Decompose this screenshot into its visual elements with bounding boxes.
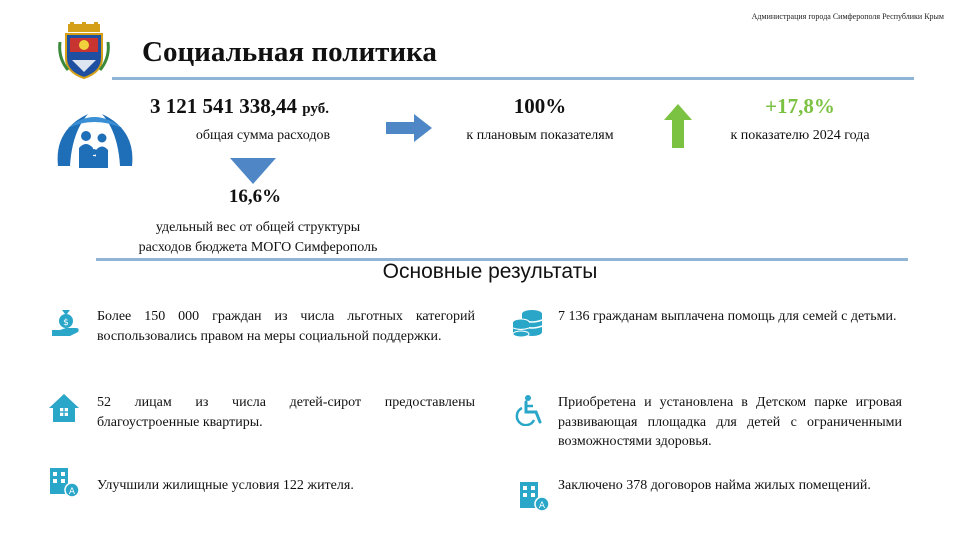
plan-caption: к плановым показателям xyxy=(466,128,614,143)
share-value: 16,6% xyxy=(228,186,282,207)
page-title: Социальная политика xyxy=(142,36,437,68)
apartment-building-icon xyxy=(48,466,80,498)
arrow-right-icon xyxy=(386,114,432,142)
plan-value: 100% xyxy=(513,94,567,118)
total-value: 3 121 541 338,44 xyxy=(150,94,297,118)
administration-label: Администрация города Симферополя Республики Крым xyxy=(751,12,944,21)
arrow-down-icon xyxy=(230,158,276,184)
growth-value: +17,8% xyxy=(765,94,835,118)
arrow-up-icon xyxy=(664,104,692,148)
svg-text:$: $ xyxy=(63,318,69,328)
wheelchair-icon xyxy=(514,394,546,426)
share-caption-line-2: расходов бюджета МОГО Симферополь xyxy=(138,240,378,255)
result-item-4: Приобретена и установлена в Детском парке игровая развивающая площадка для детей с ограниченными возможностями здоровья. xyxy=(558,395,902,449)
family-care-icon xyxy=(54,108,136,172)
growth-caption: к показателю 2024 года xyxy=(730,128,870,143)
results-heading: Основные результаты xyxy=(382,260,598,283)
coat-of-arms-icon xyxy=(58,22,110,80)
result-item-3: 52 лицам из числа детей-сирот предоставлены благоустроенные квартиры. xyxy=(97,395,475,430)
money-bag-hand-icon xyxy=(50,306,82,338)
result-item-5: Улучшили жилищные условия 122 жителя. xyxy=(97,478,354,493)
svg-text:A: A xyxy=(538,501,546,511)
total-caption: общая сумма расходов xyxy=(195,128,331,143)
result-item-6: Заключено 378 договоров найма жилых помещений. xyxy=(558,478,871,493)
apartment-building-icon xyxy=(518,480,550,512)
title-divider xyxy=(112,77,914,80)
total-unit: руб. xyxy=(302,101,329,117)
total-expenses-value xyxy=(150,94,380,119)
svg-text:A: A xyxy=(68,487,76,497)
result-item-1: Более 150 000 граждан из числа льготных категорий воспользовались правом на меры социальной поддержки. xyxy=(97,309,475,344)
result-item-2: 7 136 гражданам выплачена помощь для семей с детьми. xyxy=(558,309,897,324)
house-icon xyxy=(48,392,80,424)
share-caption-line-1: удельный вес от общей структуры xyxy=(155,220,361,235)
share-caption xyxy=(100,218,416,258)
coin-stack-icon xyxy=(512,308,544,340)
